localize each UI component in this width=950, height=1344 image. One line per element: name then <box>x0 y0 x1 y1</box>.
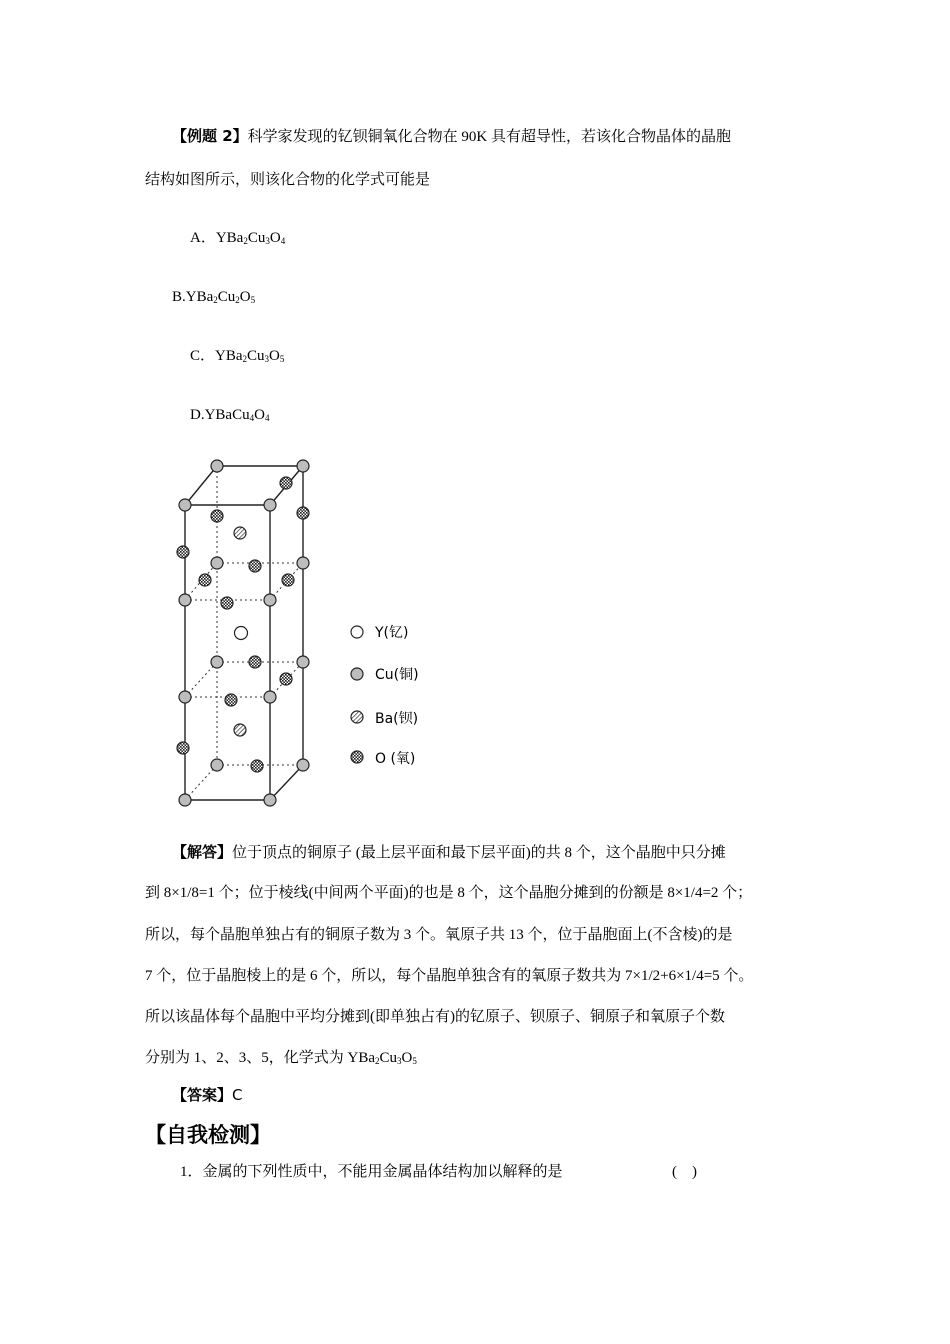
legend-cu-label: Cu(铜) <box>375 667 419 683</box>
example-text-1: 科学家发现的钇钡铜氧化合物在 90K 具有超导性，若该化合物晶体的晶胞 <box>247 129 732 145</box>
cu-atom <box>264 794 276 806</box>
example-line-2: 结构如图所示，则该化合物的化学式可能是 <box>145 172 431 188</box>
o-atom <box>251 760 263 772</box>
o-atom <box>177 546 189 558</box>
solution-line-3: 所以，每个晶胞单独占有的铜原子数为 3 个。氧原子共 13 个，位于晶胞面上(不含棱)的是 <box>145 927 733 943</box>
cu-atom <box>211 759 223 771</box>
o-atom <box>225 694 237 706</box>
question-1-answer-paren[interactable]: ( ) <box>672 1164 697 1180</box>
solution-line-5: 所以该晶体每个晶胞中平均分摊到(即单独占有)的钇原子、钡原子、铜原子和氧原子个数 <box>145 1009 725 1025</box>
cu-atom <box>211 460 223 472</box>
o-atom <box>177 742 189 754</box>
option-a[interactable]: A．$YBa_2Cu_3O_4$ <box>190 230 286 246</box>
ba-atom <box>234 527 246 539</box>
cu-atom <box>297 557 309 569</box>
cu-atom <box>179 691 191 703</box>
cu-atom <box>297 656 309 668</box>
cu-atom <box>297 460 309 472</box>
cu-atom <box>297 759 309 771</box>
o-atom <box>199 574 211 586</box>
o-atom <box>280 673 292 685</box>
legend-y-marker <box>351 626 363 638</box>
o-atom <box>297 507 309 519</box>
y-atom <box>235 627 248 640</box>
atoms <box>177 460 309 806</box>
legend-ba-label: Ba(钡) <box>375 711 419 727</box>
question-1[interactable]: 1．金属的下列性质中，不能用金属晶体结构加以解释的是 <box>180 1164 563 1180</box>
cu-atom <box>179 499 191 511</box>
o-atom <box>280 477 292 489</box>
answer-value: C <box>232 1086 243 1104</box>
cu-atom <box>264 499 276 511</box>
legend-o-label: O (氧) <box>375 751 416 767</box>
cu-atom <box>179 594 191 606</box>
option-c[interactable]: C．$YBa_2Cu_3O_5$ <box>190 348 285 364</box>
solution-line-2: 到 8×1/8=1 个；位于棱线(中间两个平面)的也是 8 个，这个晶胞分摊到的份额是 8×1/4=2 个； <box>145 885 753 901</box>
legend-o-marker <box>351 751 363 763</box>
o-atom <box>221 597 233 609</box>
ba-atom <box>234 724 246 736</box>
cu-atom <box>211 656 223 668</box>
option-d[interactable]: $D.YBaCu_4O_4$ <box>190 407 270 423</box>
option-b[interactable]: $B.YBa_2Cu_2O_5$ <box>172 289 256 305</box>
legend-y-label: Y(钇) <box>375 625 409 641</box>
legend-ba-marker <box>351 711 363 723</box>
solution-line-1: 【解答】位于顶点的铜原子 (最上层平面和最下层平面)的共 8 个，这个晶胞中只分摊 <box>172 843 726 861</box>
answer-line <box>172 1085 243 1106</box>
example-tag: 【例题 2】 <box>172 127 248 145</box>
crystal-cell-diagram <box>165 455 435 815</box>
legend <box>351 625 419 767</box>
solution-tag: 【解答】 <box>172 843 233 861</box>
cu-atom <box>179 794 191 806</box>
o-atom <box>211 510 223 522</box>
example-line-1 <box>172 126 731 147</box>
solution-line-6: 分别为 1、2、3、5，化学式为 $YBa_2Cu_3O_5$ <box>145 1050 417 1066</box>
answer-tag: 【答案】 <box>172 1086 233 1104</box>
o-atom <box>249 656 261 668</box>
legend-cu-marker <box>351 668 363 680</box>
cu-atom <box>264 594 276 606</box>
o-atom <box>282 574 294 586</box>
solution-line-4: 7 个，位于晶胞棱上的是 6 个，所以，每个晶胞单独含有的氧原子数共为 7×1/2+6×1/4=5 个。 <box>145 968 754 984</box>
cu-atom <box>264 691 276 703</box>
cu-atom <box>211 557 223 569</box>
self-check-heading: 【自我检测】 <box>145 1123 271 1147</box>
o-atom <box>249 560 261 572</box>
